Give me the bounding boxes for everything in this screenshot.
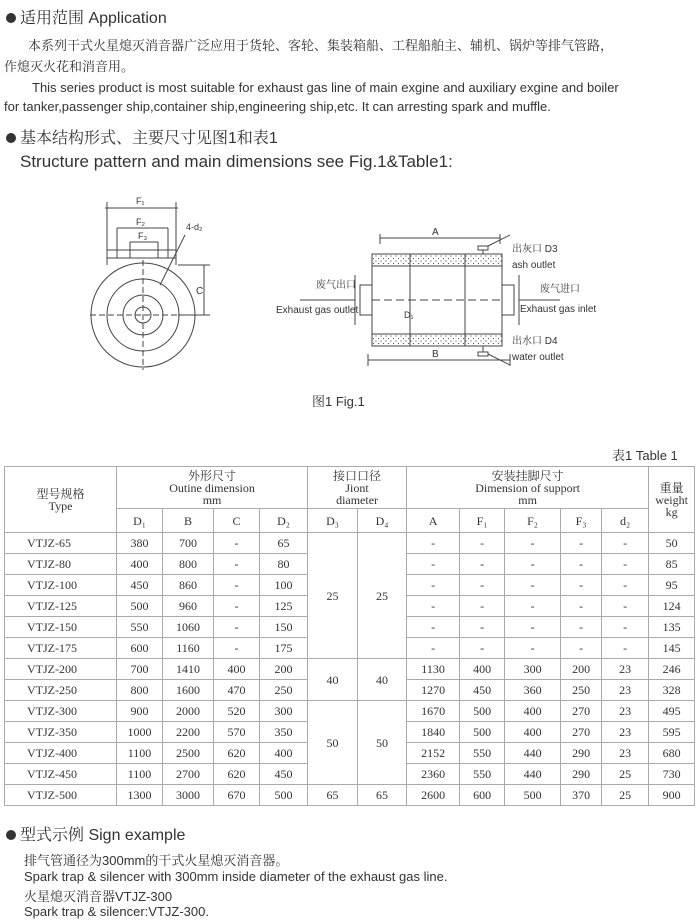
table-cell: 400 [260, 743, 308, 764]
table-cell: 1130 [407, 659, 460, 680]
fig-ash-en: ash outlet [512, 260, 556, 271]
fig-label-f2: F₂ [136, 217, 145, 227]
table-cell: 440 [505, 764, 561, 785]
table-cell: - [505, 617, 561, 638]
sign-line4: Spark trap & silencer:VTJZ-300. [24, 904, 209, 919]
table-cell: 500 [260, 785, 308, 806]
table-cell: - [602, 575, 649, 596]
sign-line3: 火星熄灭消音器VTJZ-300 [24, 889, 173, 904]
table-cell: 145 [649, 638, 695, 659]
table-cell: 40 [308, 659, 358, 701]
table-cell: - [460, 638, 505, 659]
table-cell: 65 [308, 785, 358, 806]
table-cell: 550 [460, 743, 505, 764]
table-cell: 25 [308, 533, 358, 659]
table-cell: 400 [505, 701, 561, 722]
table-cell: 570 [214, 722, 260, 743]
table-cell: 595 [649, 722, 695, 743]
table-cell: 860 [163, 575, 214, 596]
table-cell: 550 [460, 764, 505, 785]
header-weight: 重量 weight kg [649, 467, 695, 533]
table-cell: 450 [460, 680, 505, 701]
table-cell: - [561, 638, 602, 659]
table-cell: - [561, 617, 602, 638]
table-cell: 25 [358, 533, 407, 659]
table-cell: 900 [117, 701, 163, 722]
table-cell: 1060 [163, 617, 214, 638]
structure-heading: 基本结构形式、主要尺寸见图1和表1 [6, 125, 278, 148]
table-cell: 290 [561, 743, 602, 764]
table-cell: - [460, 575, 505, 596]
figure-1-drawing [0, 190, 700, 390]
table-cell: 200 [260, 659, 308, 680]
header-outline: 外形尺寸 Outine dimension mm [117, 467, 308, 509]
table-cell: 470 [214, 680, 260, 701]
col-d2: D₂ [260, 509, 308, 533]
dimension-table [4, 466, 695, 806]
col-d1: D₁ [117, 509, 163, 533]
table-cell: 250 [561, 680, 602, 701]
table-cell: - [214, 638, 260, 659]
table-cell: 50 [308, 701, 358, 785]
table-cell: - [214, 617, 260, 638]
table-cell: VTJZ-450 [5, 764, 117, 785]
table-cell: 730 [649, 764, 695, 785]
table-cell: - [602, 533, 649, 554]
table-cell: 500 [460, 701, 505, 722]
table-cell: 350 [260, 722, 308, 743]
table-cell: 270 [561, 722, 602, 743]
table-cell: - [505, 554, 561, 575]
table-cell: - [214, 575, 260, 596]
header-type: 型号规格 Type [5, 467, 117, 533]
table-cell: 2000 [163, 701, 214, 722]
table-cell: 2500 [163, 743, 214, 764]
table-row [5, 785, 695, 806]
table-cell: VTJZ-80 [5, 554, 117, 575]
fig-water-en: water outlet [512, 352, 564, 363]
table-cell: 620 [214, 743, 260, 764]
table-cell: 1600 [163, 680, 214, 701]
table-cell: 100 [260, 575, 308, 596]
fig-exh-out-en: Exhaust gas outlet [276, 305, 359, 316]
structure-subheading: Structure pattern and main dimensions see Fig.1&Table1: [20, 152, 453, 171]
col-b: B [163, 509, 214, 533]
table-cell: 124 [649, 596, 695, 617]
table-cell: 150 [260, 617, 308, 638]
col-f3: F₃ [561, 509, 602, 533]
table-cell: - [505, 533, 561, 554]
table-cell: 290 [561, 764, 602, 785]
table-cell: 65 [260, 533, 308, 554]
table-cell: VTJZ-100 [5, 575, 117, 596]
fig-label-d1: D₁ [404, 310, 414, 320]
table-cell: - [214, 596, 260, 617]
table-row [5, 701, 695, 722]
table-cell: 200 [561, 659, 602, 680]
table-cell: 670 [214, 785, 260, 806]
col-d2s: d₂ [602, 509, 649, 533]
table-cell: 300 [260, 701, 308, 722]
table-cell: 328 [649, 680, 695, 701]
table-cell: VTJZ-175 [5, 638, 117, 659]
application-en-line1: This series product is most suitable for exhaust gas line of main exgine and auxiliary exgine and boiler [32, 80, 619, 95]
table-cell: 23 [602, 659, 649, 680]
table-cell: 50 [358, 701, 407, 785]
table-cell: - [407, 638, 460, 659]
table-cell: 23 [602, 722, 649, 743]
bullet-icon [6, 830, 16, 840]
table-row [5, 533, 695, 554]
col-d3: D₃ [308, 509, 358, 533]
table-cell: - [460, 617, 505, 638]
table-cell: - [561, 575, 602, 596]
table-cell: VTJZ-150 [5, 617, 117, 638]
table-cell: 2360 [407, 764, 460, 785]
table-cell: 450 [117, 575, 163, 596]
table-cell: 85 [649, 554, 695, 575]
table-cell: 1270 [407, 680, 460, 701]
table-cell: - [505, 596, 561, 617]
table-cell: - [460, 596, 505, 617]
table-cell: 550 [117, 617, 163, 638]
fig-label-f3: F₃ [138, 231, 148, 241]
application-en-line2: for tanker,passenger ship,container ship,engineering ship,etc. It can arresting spark and muffle. [4, 99, 551, 114]
table-cell: 400 [505, 722, 561, 743]
table-cell: 400 [214, 659, 260, 680]
table-cell: 360 [505, 680, 561, 701]
table-cell: - [214, 554, 260, 575]
table-cell: 400 [117, 554, 163, 575]
fig-label-d2: 4-d₂ [186, 222, 203, 232]
table-cell: 95 [649, 575, 695, 596]
fig-exh-in-en: Exhaust gas inlet [520, 304, 597, 315]
fig-exh-in-zh: 废气进口 [540, 284, 580, 295]
table-cell: 500 [117, 596, 163, 617]
table-cell: - [602, 596, 649, 617]
sign-line2: Spark trap & silencer with 300mm inside diameter of the exhaust gas line. [24, 869, 448, 884]
fig-label-a: A [432, 227, 439, 238]
table-cell: - [460, 554, 505, 575]
table-cell: 600 [117, 638, 163, 659]
table-cell: 175 [260, 638, 308, 659]
table-cell: 900 [649, 785, 695, 806]
col-c: C [214, 509, 260, 533]
table-cell: - [505, 638, 561, 659]
application-heading: 适用范围 Application [6, 5, 167, 28]
table-cell: VTJZ-400 [5, 743, 117, 764]
table-cell: - [602, 617, 649, 638]
fig-label-b: B [432, 349, 439, 360]
table-cell: 125 [260, 596, 308, 617]
table-cell: VTJZ-65 [5, 533, 117, 554]
table-cell: 600 [460, 785, 505, 806]
table-caption: 表1 Table 1 [612, 448, 678, 463]
table-cell: 500 [460, 722, 505, 743]
table-cell: 1410 [163, 659, 214, 680]
table-cell: 2152 [407, 743, 460, 764]
table-cell: 1670 [407, 701, 460, 722]
table-cell: - [407, 596, 460, 617]
table-cell: 300 [505, 659, 561, 680]
bullet-icon [6, 133, 16, 143]
table-cell: 40 [358, 659, 407, 701]
table-cell: 23 [602, 701, 649, 722]
table-cell: VTJZ-300 [5, 701, 117, 722]
table-cell: - [602, 554, 649, 575]
table-cell: - [407, 575, 460, 596]
table-cell: 1100 [117, 743, 163, 764]
col-d4: D₄ [358, 509, 407, 533]
table-cell: - [561, 533, 602, 554]
table-cell: 2200 [163, 722, 214, 743]
table-cell: 450 [260, 764, 308, 785]
header-support: 安装挂脚尺寸 Dimension of support mm [407, 467, 649, 509]
table-cell: 440 [505, 743, 561, 764]
table-cell: 25 [602, 764, 649, 785]
col-f1: F₁ [460, 509, 505, 533]
table-cell: - [561, 596, 602, 617]
table-cell: 680 [649, 743, 695, 764]
application-zh-line1: 本系列干式火星熄灭消音器广泛应用于货轮、客轮、集装箱船、工程船舶主、辅机、锅炉等排气管路， [28, 38, 614, 53]
table-cell: - [505, 575, 561, 596]
table-cell: 2600 [407, 785, 460, 806]
table-cell: 800 [163, 554, 214, 575]
table-cell: 25 [602, 785, 649, 806]
table-cell: 800 [117, 680, 163, 701]
table-cell: 1160 [163, 638, 214, 659]
figure-caption: 图1 Fig.1 [312, 394, 365, 409]
table-cell: 500 [505, 785, 561, 806]
table-row [5, 659, 695, 680]
table-cell: VTJZ-350 [5, 722, 117, 743]
table-cell: 23 [602, 743, 649, 764]
sign-example-heading: 型式示例 Sign example [6, 822, 185, 845]
table-cell: - [214, 533, 260, 554]
table-cell: VTJZ-200 [5, 659, 117, 680]
fig-label-f1: F₁ [136, 196, 145, 206]
table-cell: 135 [649, 617, 695, 638]
header-joint: 接口口径 Jiont diameter [308, 467, 407, 509]
table-cell: 1100 [117, 764, 163, 785]
table-cell: 23 [602, 680, 649, 701]
table-cell: 960 [163, 596, 214, 617]
table-cell: VTJZ-500 [5, 785, 117, 806]
fig-exh-out-zh: 废气出口 [316, 280, 356, 291]
table-cell: 495 [649, 701, 695, 722]
table-cell: 380 [117, 533, 163, 554]
table-cell: 700 [117, 659, 163, 680]
col-a: A [407, 509, 460, 533]
table-cell: 700 [163, 533, 214, 554]
table-cell: - [561, 554, 602, 575]
table-cell: 370 [561, 785, 602, 806]
fig-label-c: C [196, 286, 204, 297]
table-body [5, 533, 695, 806]
table-cell: - [602, 638, 649, 659]
table-cell: 270 [561, 701, 602, 722]
table-cell: VTJZ-125 [5, 596, 117, 617]
table-cell: 250 [260, 680, 308, 701]
table-cell: - [407, 533, 460, 554]
table-cell: 50 [649, 533, 695, 554]
table-cell: 1300 [117, 785, 163, 806]
sign-line1: 排气管通径为300mm的干式火星熄灭消音器。 [24, 853, 289, 868]
table-cell: 1000 [117, 722, 163, 743]
table-cell: - [460, 533, 505, 554]
fig-ash-zh: 出灰口 D3 [512, 244, 558, 255]
table-cell: 2700 [163, 764, 214, 785]
table-cell: 80 [260, 554, 308, 575]
col-f2: F₂ [505, 509, 561, 533]
table-cell: 520 [214, 701, 260, 722]
table-cell: 246 [649, 659, 695, 680]
table-cell: 400 [460, 659, 505, 680]
table-cell: - [407, 617, 460, 638]
table-cell: 620 [214, 764, 260, 785]
table-cell: VTJZ-250 [5, 680, 117, 701]
table-cell: - [407, 554, 460, 575]
fig-water-zh: 出水口 D4 [512, 336, 558, 347]
table-cell: 1840 [407, 722, 460, 743]
application-zh-line2: 作熄灭火花和消音用。 [4, 59, 135, 74]
bullet-icon [6, 13, 16, 23]
table-cell: 65 [358, 785, 407, 806]
table-cell: 3000 [163, 785, 214, 806]
